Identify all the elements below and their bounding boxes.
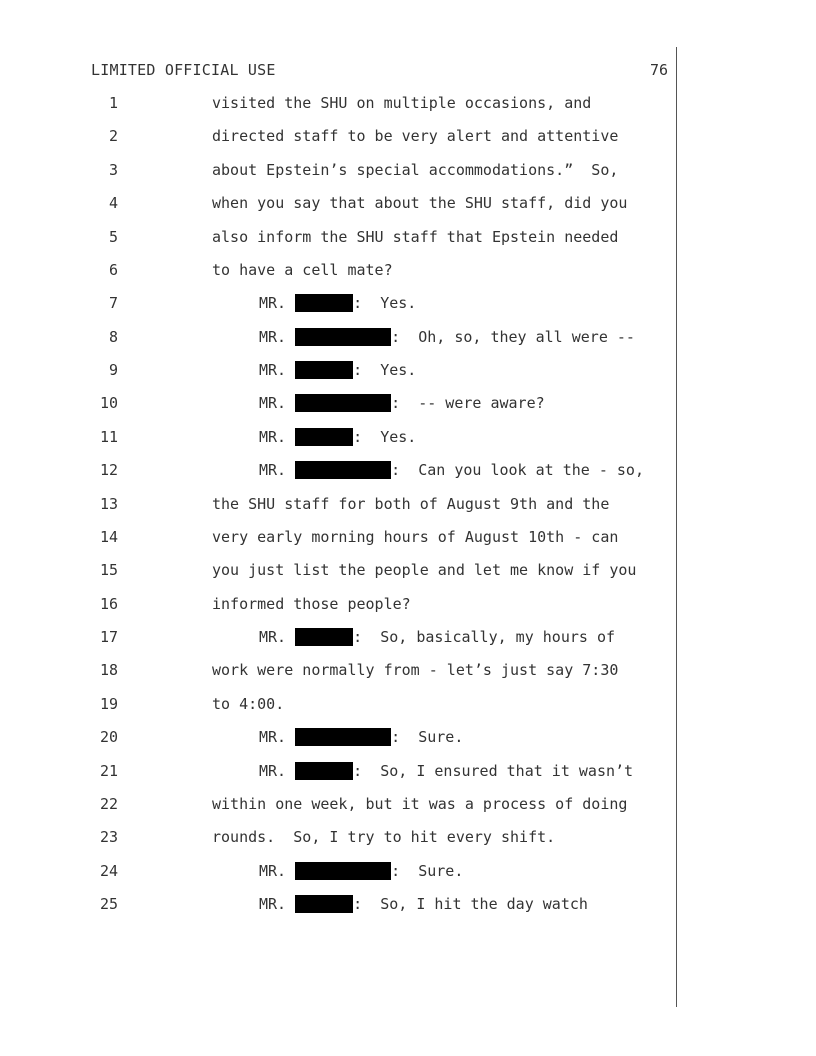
- speaker-speech: : Sure.: [391, 728, 464, 747]
- speaker-line: [259, 728, 463, 746]
- page-right-margin-rule: [676, 47, 677, 1007]
- transcript-line: [0, 194, 676, 214]
- line-number: 19: [99, 694, 118, 713]
- redaction-box: [295, 628, 353, 646]
- transcript-text: informed those people?: [212, 594, 411, 613]
- redaction-box: [295, 294, 353, 312]
- transcript-line: [0, 428, 676, 448]
- redaction-box: [295, 728, 391, 746]
- speaker-speech: : So, basically, my hours of: [353, 628, 616, 646]
- transcript-text: within one week, but it was a process of doing: [212, 794, 628, 813]
- transcript-line: [0, 762, 676, 782]
- transcript-line: [0, 361, 676, 381]
- transcript-text: rounds. So, I try to hit every shift.: [212, 828, 556, 847]
- classification-header: LIMITED OFFICIAL USE: [91, 61, 276, 79]
- line-number: 17: [99, 628, 118, 646]
- speaker-speech: : Yes.: [353, 427, 417, 446]
- speaker-speech: : -- were aware?: [391, 394, 545, 413]
- line-number: 3: [108, 160, 118, 179]
- transcript-line: [0, 828, 676, 848]
- transcript-text: to have a cell mate?: [212, 260, 393, 279]
- speaker-prefix: MR.: [259, 728, 287, 747]
- speaker-line: [259, 394, 545, 412]
- line-number: 6: [108, 260, 118, 279]
- transcript-line: [0, 127, 676, 147]
- transcript-line: [0, 528, 676, 548]
- redaction-box: [295, 328, 391, 346]
- line-number: 9: [108, 361, 118, 379]
- speaker-line: [259, 862, 463, 880]
- transcript-text: visited the SHU on multiple occasions, and: [212, 94, 592, 112]
- transcript-line: [0, 728, 676, 748]
- line-number: 7: [108, 294, 118, 313]
- speaker-line: [259, 895, 588, 913]
- redaction-box: [295, 762, 353, 780]
- speaker-line: [259, 461, 644, 479]
- transcript-line: [0, 862, 676, 882]
- speaker-speech: : Can you look at the - so,: [391, 461, 644, 480]
- line-number: 24: [99, 861, 118, 880]
- line-number: 5: [108, 227, 118, 246]
- redaction-box: [295, 895, 353, 913]
- speaker-speech: : So, I hit the day watch: [353, 895, 588, 913]
- speaker-line: [259, 361, 416, 379]
- line-number: 10: [99, 394, 118, 413]
- redaction-box: [295, 361, 353, 379]
- transcript-text: directed staff to be very alert and attentive: [212, 127, 619, 146]
- transcript-line: [0, 294, 676, 314]
- transcript-text: you just list the people and let me know if you: [212, 561, 637, 580]
- transcript-line: [0, 495, 676, 515]
- line-number: 16: [99, 594, 118, 613]
- speaker-line: [259, 328, 635, 346]
- line-number: 25: [99, 895, 118, 913]
- speaker-line: [259, 762, 633, 780]
- transcript-text: the SHU staff for both of August 9th and the: [212, 494, 610, 513]
- transcript-line: [0, 895, 676, 915]
- speaker-speech: : So, I ensured that it wasn’t: [353, 761, 634, 780]
- speaker-prefix: MR.: [259, 761, 287, 780]
- speaker-speech: : Yes.: [353, 294, 417, 313]
- speaker-prefix: MR.: [259, 628, 287, 646]
- line-number: 15: [99, 561, 118, 580]
- transcript-line: [0, 261, 676, 281]
- speaker-prefix: MR.: [259, 461, 287, 480]
- speaker-line: [259, 628, 615, 646]
- line-number: 22: [99, 794, 118, 813]
- transcript-text: work were normally from - let’s just say 7:30: [212, 661, 619, 680]
- transcript-line: [0, 161, 676, 181]
- transcript-text: also inform the SHU staff that Epstein needed: [212, 227, 619, 246]
- line-number: 21: [99, 761, 118, 780]
- transcript-line: [0, 228, 676, 248]
- speaker-line: [259, 428, 416, 446]
- transcript-text: about Epstein’s special accommodations.” So,: [212, 160, 619, 179]
- speaker-prefix: MR.: [259, 361, 287, 379]
- line-number: 23: [99, 828, 118, 847]
- line-number: 12: [99, 461, 118, 480]
- line-number: 11: [99, 427, 118, 446]
- line-number: 14: [99, 527, 118, 546]
- transcript-text: when you say that about the SHU staff, did you: [212, 194, 628, 213]
- line-number: 2: [108, 127, 118, 146]
- transcript-text: very early morning hours of August 10th - can: [212, 527, 619, 546]
- transcript-line: [0, 561, 676, 581]
- page-number: 76: [649, 61, 668, 79]
- transcript-line: [0, 328, 676, 348]
- redaction-box: [295, 428, 353, 446]
- transcript-line: [0, 661, 676, 681]
- redaction-box: [295, 394, 391, 412]
- speaker-prefix: MR.: [259, 394, 287, 413]
- speaker-speech: : Sure.: [391, 861, 464, 880]
- speaker-prefix: MR.: [259, 895, 287, 913]
- speaker-line: [259, 294, 416, 312]
- line-number: 13: [99, 494, 118, 513]
- speaker-prefix: MR.: [259, 427, 287, 446]
- speaker-prefix: MR.: [259, 861, 287, 880]
- transcript-line: [0, 628, 676, 648]
- line-number: 20: [99, 728, 118, 747]
- transcript-line: [0, 394, 676, 414]
- transcript-line: [0, 595, 676, 615]
- line-number: 1: [108, 94, 118, 112]
- line-number: 4: [108, 194, 118, 213]
- transcript-text: to 4:00.: [212, 694, 285, 713]
- speaker-prefix: MR.: [259, 294, 287, 313]
- line-number: 8: [108, 327, 118, 346]
- line-number: 18: [99, 661, 118, 680]
- transcript-line: [0, 94, 676, 114]
- redaction-box: [295, 461, 391, 479]
- redaction-box: [295, 862, 391, 880]
- transcript-line: [0, 461, 676, 481]
- speaker-speech: : Yes.: [353, 361, 417, 379]
- transcript-line: [0, 695, 676, 715]
- speaker-speech: : Oh, so, they all were --: [391, 327, 635, 346]
- speaker-prefix: MR.: [259, 327, 287, 346]
- transcript-line: [0, 795, 676, 815]
